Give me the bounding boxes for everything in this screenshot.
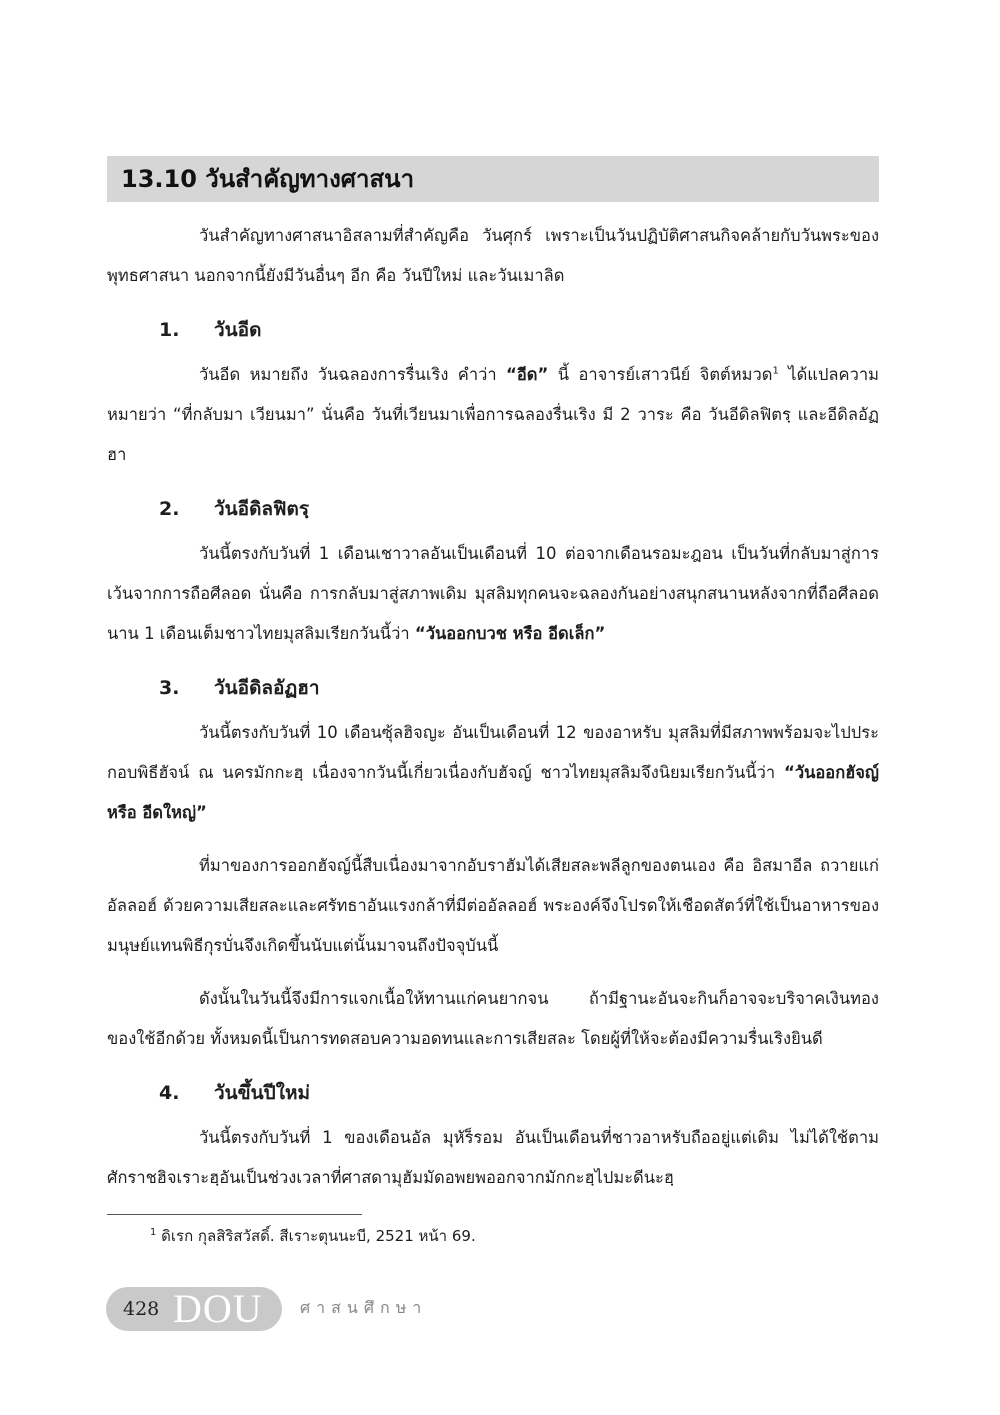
paragraph-eid-al-adha: วันนี้ตรงกับวันที่ 10 เดือนซุ้ลฮิจญะ อันเป็นเดือนที่ 12 ของอาหรับ มุสลิมที่มีสภาพพร้อมจะไปประกอบพิธีฮัจน์ ณ นครมักกะฮฺ เนื่องจากวันนี้เกี่ยวเนื่องกับฮัจญ์ ชาวไทยมุสลิมจึงนิยมเรียกวันนี้ว่า “วันออกฮัจญ์ หรือ อีดใหญ่”: [107, 723, 879, 822]
footnote: $^1$ ดิเรก กุลสิริสวัสดิ์. สีเราะตุนนะบี, 2521 หน้า 69.: [150, 1227, 476, 1245]
footer-badge: [106, 1287, 282, 1331]
section-title: 13.10 วันสำคัญทางศาสนา: [121, 165, 415, 193]
heading-eid: 1. วันอีด: [159, 319, 262, 341]
dou-logo: DOU: [173, 1286, 263, 1331]
footnote-marker: 1: [150, 1227, 157, 1238]
heading-eid-al-adha: 3. วันอีดิลอัฏฮา: [159, 677, 320, 699]
paragraph-eid-al-fitr: วันนี้ตรงกับวันที่ 1 เดือนเชาวาลอันเป็นเดือนที่ 10 ต่อจากเดือนรอมะฎอน เป็นวันที่กลับมาสู่การเว้นจากการถือศีลอด นั่นคือ การกลับมาสู่สภาพเดิม มุสลิมทุกคนจะฉลองกันอย่างสนุกสนานหลังจากที่ถือศีลอดนาน 1 เดือนเต็มชาวไทยมุสลิมเรียกวันนี้ว่า “วันออกบวช หรือ อีดเล็ก”: [107, 544, 879, 643]
intro-paragraph: วันสำคัญทางศาสนาอิสลามที่สำคัญคือ วันศุกร์ เพราะเป็นวันปฏิบัติศาสนกิจคล้ายกับวันพระของพุทธศาสนา นอกจากนี้ยังมีวันอื่นๆ อีก คือ วันปีใหม่ และวันเมาลิด: [107, 226, 879, 285]
paragraph-hajj-origin: ที่มาของการออกฮัจญ์นี้สืบเนื่องมาจากอับราฮัมได้เสียสละพลีลูกของตนเอง คือ อิสมาอีล ถวายแก่อัลลอฮ์ ด้วยความเสียสละและศรัทธาอันแรงกล้าที่มีต่ออัลลอฮ์ พระองค์จึงโปรดให้เชือดสัตว์ที่ใช้เป็นอาหารของมนุษย์แทนพิธีกุรบั่นจึงเกิดขึ้นนับแต่นั้นมาจนถึงปัจจุบันนี้: [107, 856, 879, 955]
footnote-divider: [107, 1214, 362, 1215]
section-header: [107, 156, 879, 202]
running-title: ศาสนศึกษา: [300, 1298, 428, 1317]
paragraph-eid: วันอีด หมายถึง วันฉลองการรื่นเริง คำว่า “อีด” นี้ อาจารย์เสาวนีย์ จิตต์หมวด$^1$ ได้แปลความหมายว่า “ที่กลับมา เวียนมา” นั่นคือ วันที่เวียนมาเพื่อการฉลองรื่นเริง มี 2 วาระ คือ วันอีดิลฟิตรฺ และอีดิลอัฏฮา: [107, 365, 879, 464]
heading-eid-al-fitr: 2. วันอีดิลฟิตรฺ: [159, 498, 310, 520]
paragraph-sharing: ดังนั้นในวันนี้จึงมีการแจกเนื้อให้ทานแก่คนยากจน ถ้ามีฐานะอันจะกินก็อาจจะบริจาคเงินทองของใช้อีกด้วย ทั้งหมดนี้เป็นการทดสอบความอดทนและการเสียสละ โดยผู้ที่ให้จะต้องมีความรื่นเริงยินดี: [107, 989, 879, 1048]
heading-new-year: 4. วันขึ้นปีใหม่: [159, 1082, 311, 1104]
footnote-ref: 1: [772, 365, 779, 377]
body-content: [107, 216, 879, 1211]
paragraph-new-year: วันนี้ตรงกับวันที่ 1 ของเดือนอัล มุหัร็รอม อันเป็นเดือนที่ชาวอาหรับถืออยู่แต่เดิม ไม่ได้ใช้ตามศักราชฮิจเราะฮฺอันเป็นช่วงเวลาที่ศาสดามุฮัมมัดอพยพออกจากมักกะฮฺไปมะดีนะฮฺ: [107, 1128, 879, 1187]
page-number: 428: [123, 1298, 160, 1320]
